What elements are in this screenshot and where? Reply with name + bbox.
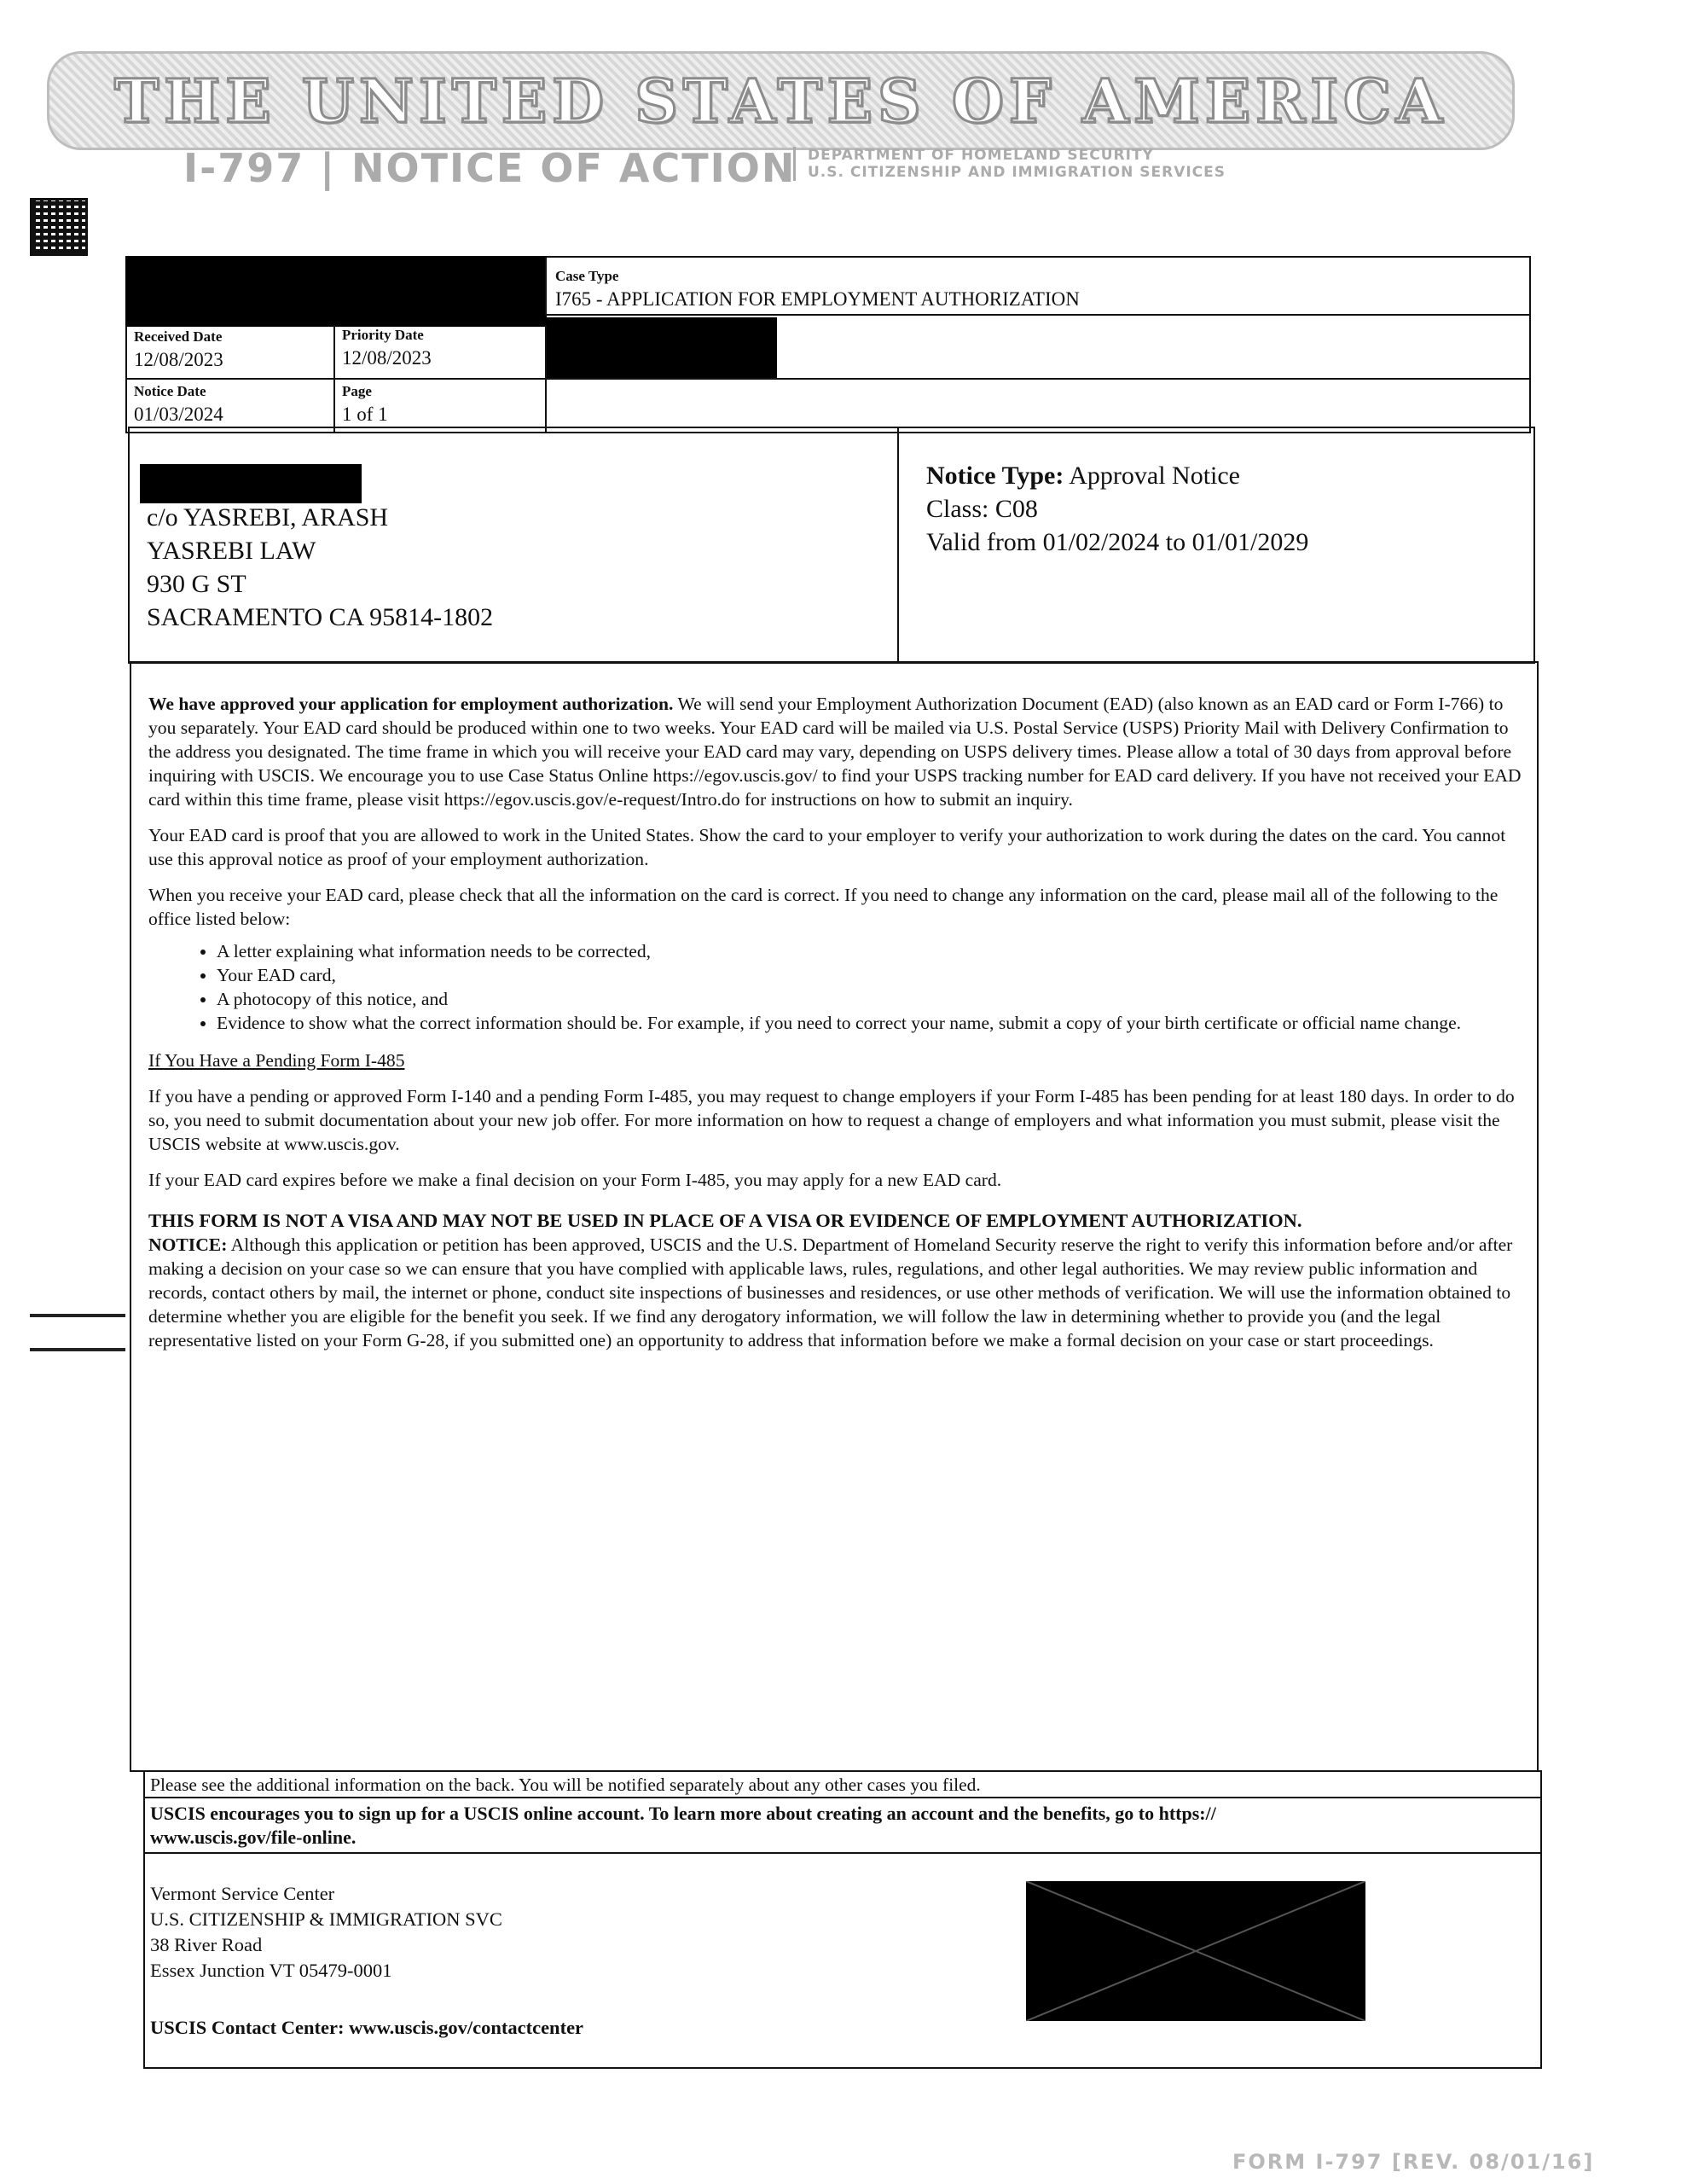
margin-mark-2 [30,1348,125,1351]
paragraph-notice [148,1233,1525,1352]
online-account-text [150,1802,1216,1850]
notice-type-label: Notice Type: [926,462,1064,490]
address-line-1: c/o YASREBI, ARASH [147,503,389,531]
form-heading: I-797 | NOTICE OF ACTION [183,145,797,191]
notice-label: NOTICE: [148,1234,228,1255]
notice-date-label: Notice Date [134,383,206,399]
notice-body [130,661,1539,1772]
paragraph-change-employers: If you have a pending or approved Form I-140 and a pending Form I-485, you may request to change employers if your Form I-485 has been pending for at least 180 days. In order to do so, you need to submit documentation about your new job offer. For more information on how to request a change of employers and what information you must submit, please visit the USCIS website at www.uscis.gov. [148,1086,1515,1154]
case-type-label: Case Type [555,268,619,284]
received-date-value: 12/08/2023 [134,349,223,370]
redacted-beneficiary [547,317,777,380]
online-account-box [143,1797,1542,1854]
redacted-name [140,464,362,503]
visa-warning: THIS FORM IS NOT A VISA AND MAY NOT BE USED IN PLACE OF A VISA OR EVIDENCE OF EMPLOYMENT AUTHORIZATION. [148,1210,1302,1231]
approval-lead: We have approved your application for employment authorization. [148,694,674,714]
pending-i485-heading: If You Have a Pending Form I-485 [148,1050,405,1071]
list-item: • A photocopy of this notice, and [217,987,1525,1011]
redacted-receipt-number [125,256,547,327]
service-center-line-1: Vermont Service Center [150,1883,335,1904]
notice-type-box [897,427,1535,664]
contact-center-text: USCIS Contact Center: www.uscis.gov/contactcenter [150,2017,584,2038]
list-item: • A letter explaining what information needs to be corrected, [217,939,1525,963]
department-block [793,147,1226,181]
additional-info-text: Please see the additional information on the back. You will be notified separately about any other cases you filed. [150,1774,981,1795]
notice-type-value: Approval Notice [1069,462,1240,490]
notice-date-cell [125,378,335,433]
approval-text: We will send your Employment Authorization Document (EAD) (also known as an EAD card or Form I-766) to you separately. Your EAD card should be produced within one to two weeks. Your EAD card will be mailed via U.S. Postal Service (USPS) Priority Mail with Delivery Confirmation to the address you designated. The time frame in which you will receive your EAD card may vary, depending on USPS delivery times. Please allow a total of 30 days from approval before inquiring with USCIS. We encourage you to use Case Status Online https://egov.uscis.gov/ to find your USPS tracking number for EAD card delivery. If you have not received your EAD card within this time frame, please visit https://egov.uscis.gov/e-request/Intro.do for instructions on how to submit an inquiry. [148,694,1522,810]
service-center-address [150,1881,502,1984]
form-number: FORM I-797 [REV. 08/01/16] [1232,2150,1595,2174]
margin-mark-1 [30,1314,125,1317]
address-line-4: SACRAMENTO CA 95814-1802 [147,603,494,631]
banner-title: THE UNITED STATES OF AMERICA [113,65,1448,136]
department-line-2: U.S. CITIZENSHIP AND IMMIGRATION SERVICES [808,164,1226,181]
online-account-line-2: www.uscis.gov/file-online. [150,1827,357,1848]
address-block [147,501,493,634]
case-type-value: I765 - APPLICATION FOR EMPLOYMENT AUTHORIZATION [555,288,1080,310]
notice-text: Although this application or petition has been approved, USCIS and the U.S. Department of Homeland Security reserve the right to verify this information before and/or after making a decision on your case so we can ensure that you have complied with applicable laws, rules, regulations, and other legal authorities. We may review public information and records, contact others by mail, the internet or phone, conduct site inspections of businesses and residences, or use other methods of verification. We will use the information obtained to determine whether you are eligible for the benefit you seek. If we find any derogatory information, we will follow the law in determining whether to provide you (and the legal representative listed on your Form G-28, if you submitted one) an opportunity to address that information before we make a formal decision on your case or start proceedings. [148,1234,1513,1350]
notice-class: Class: C08 [926,495,1038,523]
service-center-line-3: 38 River Road [150,1934,263,1955]
redacted-signature-box [1026,1881,1365,2021]
paragraph-approval [148,692,1525,811]
department-line-1: DEPARTMENT OF HOMELAND SECURITY [808,147,1154,164]
service-center-line-2: U.S. CITIZENSHIP & IMMIGRATION SVC [150,1908,502,1930]
address-line-2: YASREBI LAW [147,537,316,565]
list-item: • Your EAD card, [217,963,1525,987]
case-type-cell [545,256,1531,316]
address-line-3: 930 G ST [147,570,246,598]
list-item: • Evidence to show what the correct information should be. For example, if you need to correct your name, submit a copy of your birth certificate or official name change. [217,1011,1525,1035]
online-account-line-1: USCIS encourages you to sign up for a USCIS online account. To learn more about creating an account and the benefits, go to https:// [150,1803,1216,1824]
page-label: Page [342,383,372,399]
address-box [128,427,899,664]
received-date-label: Received Date [134,328,223,345]
notice-block [926,459,1308,559]
notice-validity: Valid from 01/02/2024 to 01/01/2029 [926,528,1309,556]
paragraph-check-card: When you receive your EAD card, please check that all the information on the card is correct. If you need to change any information on the card, please mail all of the following to the office listed below: [148,885,1499,929]
received-date-cell [125,325,335,380]
priority-date-value: 12/08/2023 [342,347,432,369]
seal-banner [47,51,1515,150]
paragraph-ead-proof: Your EAD card is proof that you are allowed to work in the United States. Show the card to your employer to verify your authorization to work during the dates on the card. You cannot use this approval notice as proof of your employment authorization. [148,825,1506,869]
correction-list [148,939,1525,1035]
service-center-line-4: Essex Junction VT 05479-0001 [150,1960,392,1981]
priority-date-cell [333,325,547,380]
paragraph-ead-expiry: If your EAD card expires before we make a final decision on your Form I-485, you may apply for a new EAD card. [148,1170,1002,1190]
page-value: 1 of 1 [342,404,388,425]
page-cell [333,378,547,433]
notice-date-value: 01/03/2024 [134,404,223,425]
barcode-icon [32,200,85,253]
priority-date-label: Priority Date [342,327,424,343]
header-row2-right [545,378,1531,380]
